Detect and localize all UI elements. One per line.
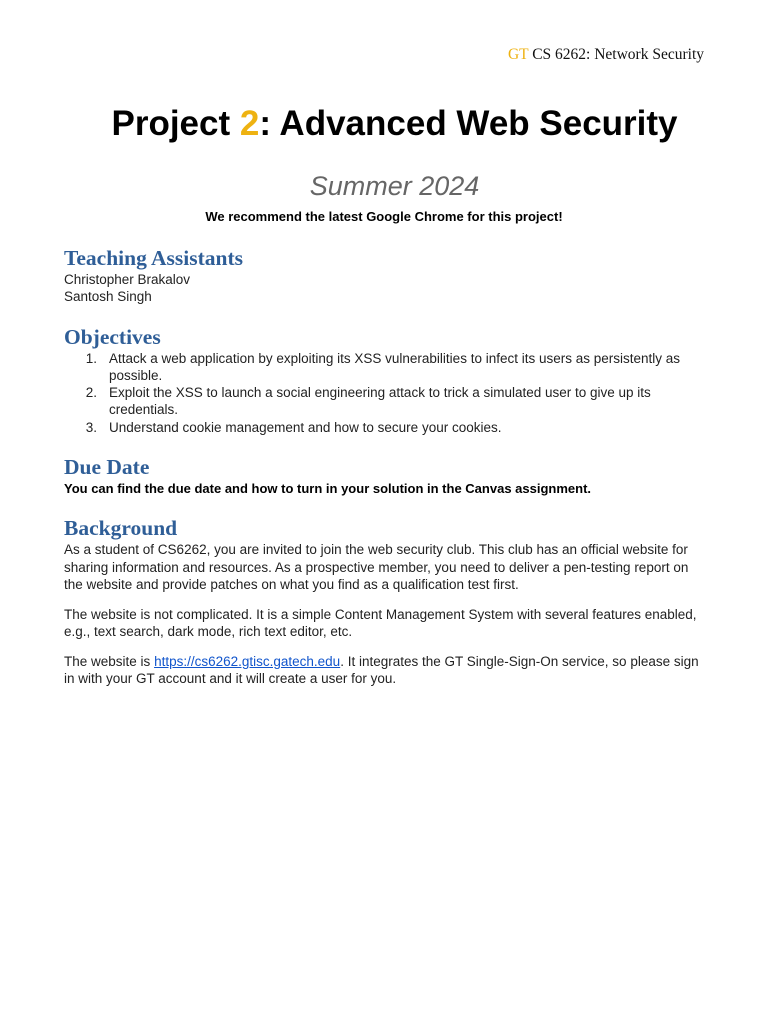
background-paragraph: As a student of CS6262, you are invited to join the web security club. This club has an official website for sharing information and resources. As a prospective member, you need to deliver a pen-testing report on the website and provide patches on what you find as a qualification test first. — [64, 542, 689, 592]
browser-recommendation: We recommend the latest Google Chrome for this project! — [205, 209, 563, 224]
title-prefix: Project — [111, 104, 231, 143]
objective-item — [64, 419, 704, 436]
background-heading: Background — [64, 516, 178, 541]
objective-item — [64, 384, 704, 419]
website-link[interactable]: https://cs6262.gtisc.gatech.edu — [154, 653, 341, 669]
ta-name: Santosh Singh — [64, 289, 152, 305]
website-paragraph — [64, 653, 704, 688]
objective-number: 3. — [85, 419, 97, 435]
due-date-heading: Due Date — [64, 455, 150, 480]
objective-text: Attack a web application by exploiting its XSS vulnerabilities to infect its users as persistently as possible. — [109, 350, 681, 383]
teaching-assistants-heading: Teaching Assistants — [64, 246, 244, 270]
course-header — [64, 45, 704, 65]
section-objectives — [64, 324, 704, 436]
objective-text: Understand cookie management and how to secure your cookies. — [109, 419, 502, 435]
background-paragraph: The website is not complicated. It is a simple Content Management System with several features enabled, e.g., text search, dark mode, rich text editor, etc. — [64, 606, 697, 640]
ta-list — [64, 271, 704, 306]
section-teaching-assistants — [64, 245, 704, 306]
objective-number: 2. — [85, 385, 97, 401]
due-date-text: You can find the due date and how to turn in your solution in the Canvas assignment. — [64, 481, 592, 497]
website-text-after: . It integrates the GT Single-Sign-On service, so please sign in with your GT account and it will create a user for you. — [64, 653, 699, 687]
objective-item — [64, 350, 704, 385]
website-text-before: The website is — [64, 653, 151, 669]
objectives-heading: Objectives — [64, 324, 161, 349]
project-number: 2 — [239, 104, 260, 143]
objective-text: Exploit the XSS to launch a social engineering attack to trick a simulated user to give up its credentials. — [109, 385, 651, 418]
ta-name: Christopher Brakalov — [64, 272, 191, 287]
page-title — [64, 102, 704, 146]
objectives-list — [64, 350, 704, 436]
section-background — [64, 515, 704, 687]
title-suffix: : Advanced Web Security — [259, 104, 678, 143]
section-due-date — [64, 454, 704, 497]
objective-number: 1. — [85, 350, 97, 366]
term-subtitle: Summer 2024 — [309, 171, 480, 201]
gt-logo-text: GT — [507, 46, 529, 63]
course-name: CS 6262: Network Security — [532, 46, 704, 63]
